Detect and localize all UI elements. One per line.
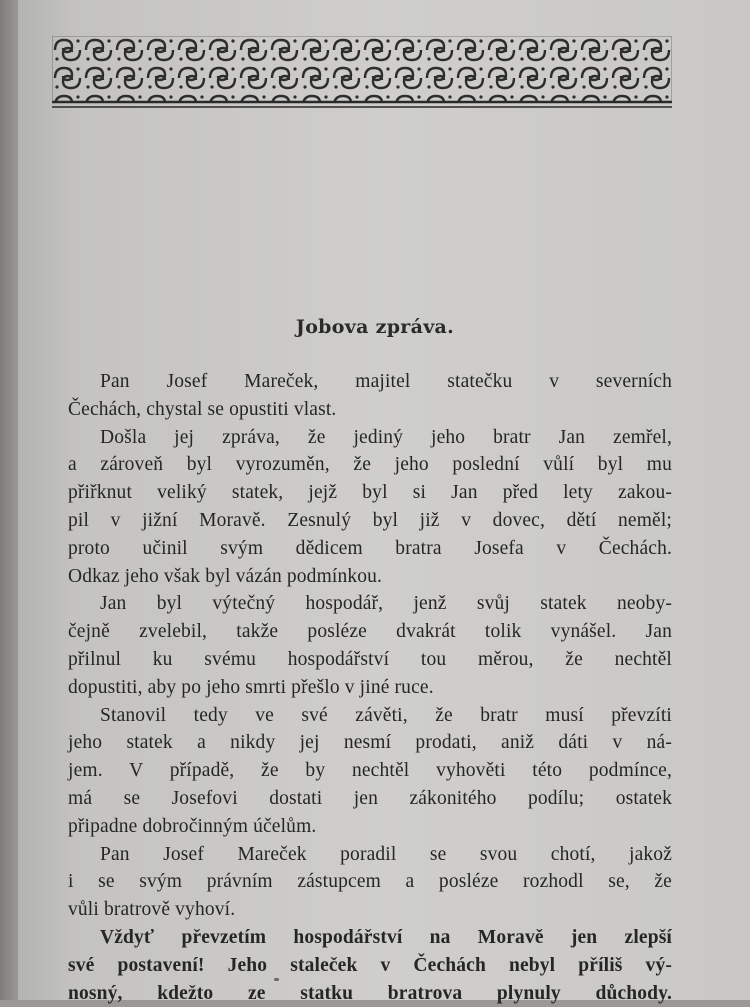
text-line: Jan byl výtečný hospodář, jenž svůj statek neoby-	[100, 593, 672, 615]
text-line: nosný, kdežto ze statku bratrova plynuly důchody.	[68, 982, 672, 1004]
page-gutter-shadow	[0, 0, 18, 1000]
text-line: připadne dobročinným účelům.	[68, 815, 317, 837]
text-line: čejně zvelebil, takže posléze dvakrát tolik vynášel. Jan	[68, 621, 672, 643]
text-line: své postavení! Jeho staleček v Čechách nebyl příliš vý-	[68, 954, 672, 976]
ornamental-header-band	[52, 36, 672, 110]
text-line: Pan Josef Mareček poradil se svou chotí, jakož	[100, 843, 672, 865]
text-line: Stanovil tedy ve své závěti, že bratr musí převzíti	[100, 704, 672, 726]
text-line: dopustiti, aby po jeho smrti přešlo v jiné ruce.	[68, 676, 434, 698]
text-line: proto učinil svým dědicem bratra Josefa v Čechách.	[68, 537, 672, 559]
text-line: jem. V případě, že by nechtěl vyhověti této podmínce,	[68, 760, 672, 782]
text-line: vůli bratrově vyhoví.	[68, 899, 236, 921]
chapter-body	[68, 368, 672, 1007]
text-line: i se svým právním zástupcem a posléze rozhodl se, že	[68, 871, 672, 893]
text-line: Vždyť převzetím hospodářství na Moravě jen zlepší	[100, 926, 672, 948]
text-line: jeho statek a nikdy jej nesmí prodati, aniž dáti v ná-	[68, 732, 672, 754]
text-line: Čechách, chystal se opustiti vlast.	[68, 398, 337, 420]
page-speck	[274, 978, 279, 981]
text-line: Došla jej zpráva, že jediný jeho bratr Jan zemřel,	[100, 426, 672, 448]
text-line: pil v jižní Moravě. Zesnulý byl již v dovec, dětí neměl;	[68, 509, 672, 531]
text-line: Pan Josef Mareček, majitel statečku v severních	[100, 371, 672, 392]
text-line: Odkaz jeho však byl vázán podmínkou.	[68, 565, 383, 587]
text-line: přiřknut veliký statek, jejž byl si Jan před lety zakou-	[68, 482, 672, 504]
text-line: přilnul ku svému hospodářství tou měrou, že nechtěl	[68, 648, 672, 670]
text-line: má se Josefovi dostati jen zákonitého podílu; ostatek	[68, 787, 672, 809]
chapter-heading: Jobova zpráva.	[295, 316, 455, 338]
text-line: a zároveň byl vyrozuměn, že jeho poslední vůlí byl mu	[68, 454, 672, 476]
